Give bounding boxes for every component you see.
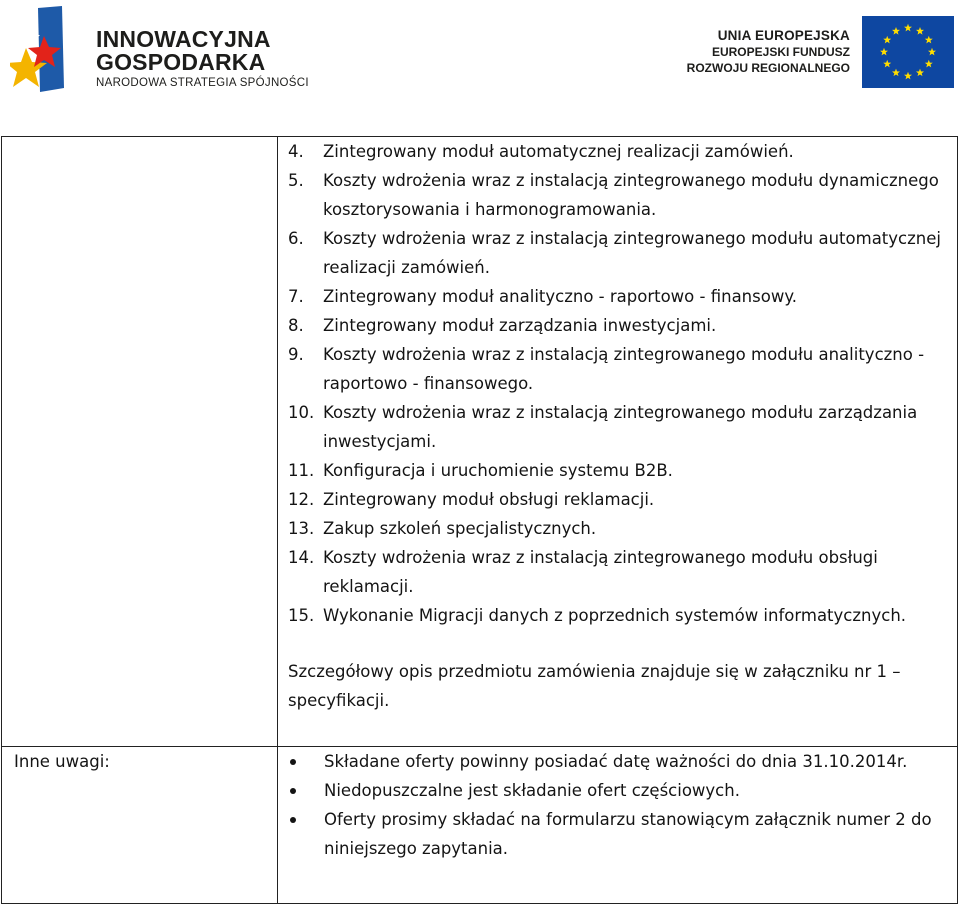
innowacyjna-gospodarka-star-logo (10, 6, 90, 98)
list-item-text: Wykonanie Migracji danych z poprzednich systemów informatycznych. (323, 606, 907, 625)
remark-text: Oferty prosimy składać na formularzu stanowiącym załącznik numer 2 do niniejszego zapytania. (324, 810, 932, 858)
list-item-number: 7. (288, 287, 304, 306)
bullet-icon (290, 788, 296, 794)
eu-star-icon (880, 48, 888, 56)
remark-item (288, 776, 948, 805)
eu-logo (686, 16, 954, 92)
list-item-text: Koszty wdrożenia wraz z instalacją zintegrowanego modułu automatycznej realizacji zamówień. (323, 229, 941, 277)
logo-subtitle: NARODOWA STRATEGIA SPÓJNOŚCI (96, 77, 309, 89)
list-item-number: 13. (288, 519, 315, 538)
remarks-cell (288, 747, 948, 863)
list-item (288, 282, 945, 311)
list-item (288, 224, 945, 282)
specification-note: Szczegółowy opis przedmiotu zamówienia znajduje się w załączniku nr 1 – specyfikacji. (288, 662, 901, 710)
list-item-number: 8. (288, 316, 304, 335)
logo-title-line1: INNOWACYJNA (96, 26, 271, 52)
eu-star-icon (925, 60, 933, 68)
list-item (288, 601, 945, 630)
eu-star-icon (892, 69, 900, 77)
eu-star-icon (904, 24, 912, 32)
remarks-list (288, 747, 948, 863)
remarks-label: Inne uwagi: (14, 752, 110, 771)
list-item-text: Zintegrowany moduł analityczno - raportowo - finansowy. (323, 287, 797, 306)
list-item-number: 9. (288, 345, 304, 364)
list-item (288, 456, 945, 485)
list-item-number: 10. (288, 403, 315, 422)
list-item (288, 166, 945, 224)
list-item-number: 12. (288, 490, 315, 509)
items-cell (288, 137, 945, 630)
list-item-text: Koszty wdrożenia wraz z instalacją zintegrowanego modułu analityczno - raportowo - finansowego. (323, 345, 925, 393)
numbered-list (288, 137, 945, 630)
remark-text: Składane oferty powinny posiadać datę ważności do dnia 31.10.2014r. (324, 752, 908, 771)
list-item (288, 543, 945, 601)
list-item (288, 311, 945, 340)
bullet-icon (290, 759, 296, 765)
eu-star-icon (916, 69, 924, 77)
list-item-number: 14. (288, 548, 315, 567)
eu-logo-line1: UNIA EUROPEJSKA (717, 28, 850, 43)
eu-star-icon (916, 27, 924, 35)
remark-text: Niedopuszczalne jest składanie ofert częściowych. (324, 781, 740, 800)
list-item-number: 4. (288, 142, 304, 161)
eu-logo-line3: ROZWOJU REGIONALNEGO (686, 61, 850, 75)
eu-star-icon (925, 36, 933, 44)
list-item-text: Zakup szkoleń specjalistycznych. (323, 519, 597, 538)
bullet-icon (290, 817, 296, 823)
logo-title (96, 28, 271, 74)
list-item (288, 398, 945, 456)
list-item-number: 15. (288, 606, 315, 625)
list-item-text: Zintegrowany moduł zarządzania inwestycjami. (323, 316, 717, 335)
list-item (288, 137, 945, 166)
list-item (288, 340, 945, 398)
eu-logo-line2: EUROPEJSKI FUNDUSZ (711, 45, 850, 59)
eu-star-icon (928, 48, 936, 56)
eu-logo-text (687, 28, 850, 76)
content-table (1, 136, 958, 904)
list-item-text: Koszty wdrożenia wraz z instalacją zintegrowanego modułu zarządzania inwestycjami. (323, 403, 918, 451)
list-item-text: Zintegrowany moduł obsługi reklamacji. (323, 490, 655, 509)
list-item (288, 514, 945, 543)
list-item-text: Koszty wdrożenia wraz z instalacją zintegrowanego modułu obsługi reklamacji. (323, 548, 878, 596)
logo-title-line2: GOSPODARKA (96, 49, 266, 75)
list-item-number: 5. (288, 171, 304, 190)
remark-item (288, 805, 948, 863)
list-item-number: 6. (288, 229, 304, 248)
column-divider (277, 137, 278, 903)
list-item-text: Konfiguracja i uruchomienie systemu B2B. (323, 461, 673, 480)
eu-star-icon (892, 27, 900, 35)
eu-star-icon (883, 60, 891, 68)
eu-flag-icon (862, 16, 954, 88)
list-item-number: 11. (288, 461, 315, 480)
innowacyjna-gospodarka-logo (10, 6, 309, 98)
list-item-text: Koszty wdrożenia wraz z instalacją zintegrowanego modułu dynamicznego kosztorysowania i harmonogramowania. (323, 171, 939, 219)
eu-star-icon (883, 36, 891, 44)
list-item-text: Zintegrowany moduł automatycznej realizacji zamówień. (323, 142, 794, 161)
list-item (288, 485, 945, 514)
eu-star-icon (904, 72, 912, 80)
remark-item (288, 747, 948, 776)
